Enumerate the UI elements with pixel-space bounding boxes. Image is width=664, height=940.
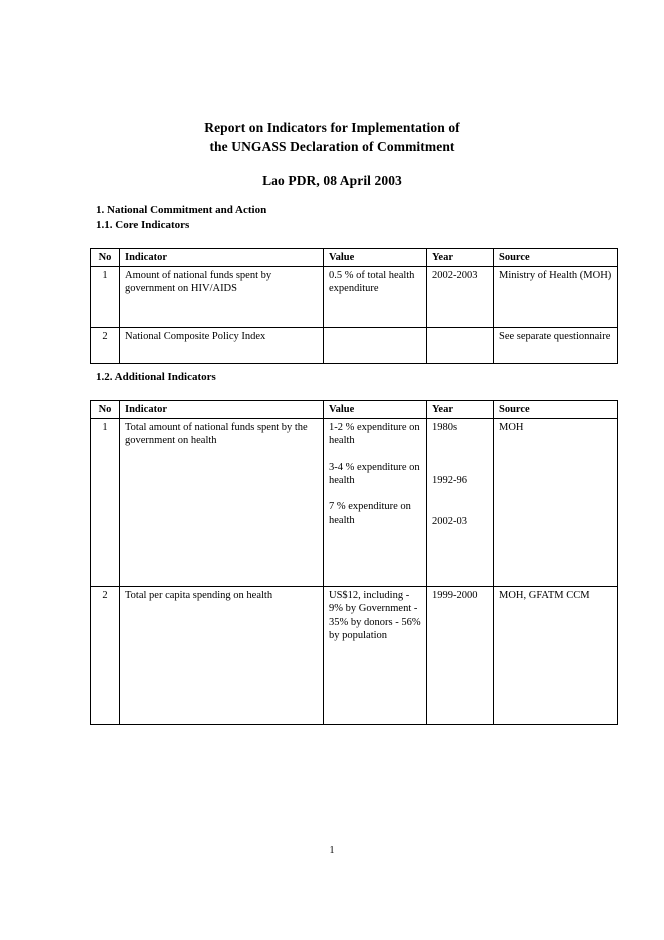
table-header-row [91,401,618,419]
document-subtitle: Lao PDR, 08 April 2003 [262,173,402,188]
cell-no: 1 [91,419,120,587]
section-heading-1: 1. National Commitment and Action [96,204,267,216]
cell-source: MOH, GFATM CCM [494,587,618,725]
cell-value [324,267,427,328]
value-block: 0.5 % of total health expenditure [329,270,415,295]
cell-source: MOH [494,419,618,587]
cell-year [427,419,494,587]
table-row [91,328,618,364]
section-heading-1-2: 1.2. Additional Indicators [96,371,216,383]
cell-indicator: Amount of national funds spent by government on HIV/AIDS [120,267,324,328]
document-title-line-2: the UNGASS Declaration of Commitment [209,139,455,154]
cell-year [427,267,494,328]
year-block: 1999-2000 [432,590,478,602]
cell-no: 2 [91,587,120,725]
column-header-year: Year [427,249,494,267]
cell-indicator: National Composite Policy Index [120,328,324,364]
column-header-year: Year [427,401,494,419]
column-header-source: Source [494,401,618,419]
column-header-indicator: Indicator [120,249,324,267]
value-block: 7 % expenditure on health [329,501,411,526]
column-header-no: No [91,249,120,267]
table-row [91,267,618,328]
year-block: 2002-03 [432,515,467,527]
cell-indicator: Total per capita spending on health [120,587,324,725]
cell-source: Ministry of Health (MOH) [494,267,618,328]
value-block: US$12, including - 9% by Government - 35% by donors - 56% by population [329,590,421,641]
section-heading-1-1: 1.1. Core Indicators [96,219,190,231]
cell-value [324,587,427,725]
cell-no: 1 [91,267,120,328]
cell-no: 2 [91,328,120,364]
additional-indicators-table [90,400,618,725]
table-row [91,419,618,587]
cell-value [324,419,427,587]
value-block: 1-2 % expenditure on health [329,422,420,447]
column-header-value: Value [324,249,427,267]
page-number-footer: 1 [329,845,335,856]
table-header-row [91,249,618,267]
column-header-no: No [91,401,120,419]
document-title [0,118,664,156]
column-header-source: Source [494,249,618,267]
value-block: 3-4 % expenditure on health [329,461,420,486]
cell-source: See separate questionnaire [494,328,618,364]
year-block: 1992-96 [432,475,467,487]
column-header-value: Value [324,401,427,419]
table-row [91,587,618,725]
year-block: 1980s [432,422,458,434]
column-header-indicator: Indicator [120,401,324,419]
document-title-line-1: Report on Indicators for Implementation of [204,120,460,135]
cell-value [324,328,427,364]
cell-indicator: Total amount of national funds spent by the government on health [120,419,324,587]
core-indicators-table [90,248,618,364]
year-block: 2002-2003 [432,270,478,282]
cell-year [427,328,494,364]
cell-year [427,587,494,725]
